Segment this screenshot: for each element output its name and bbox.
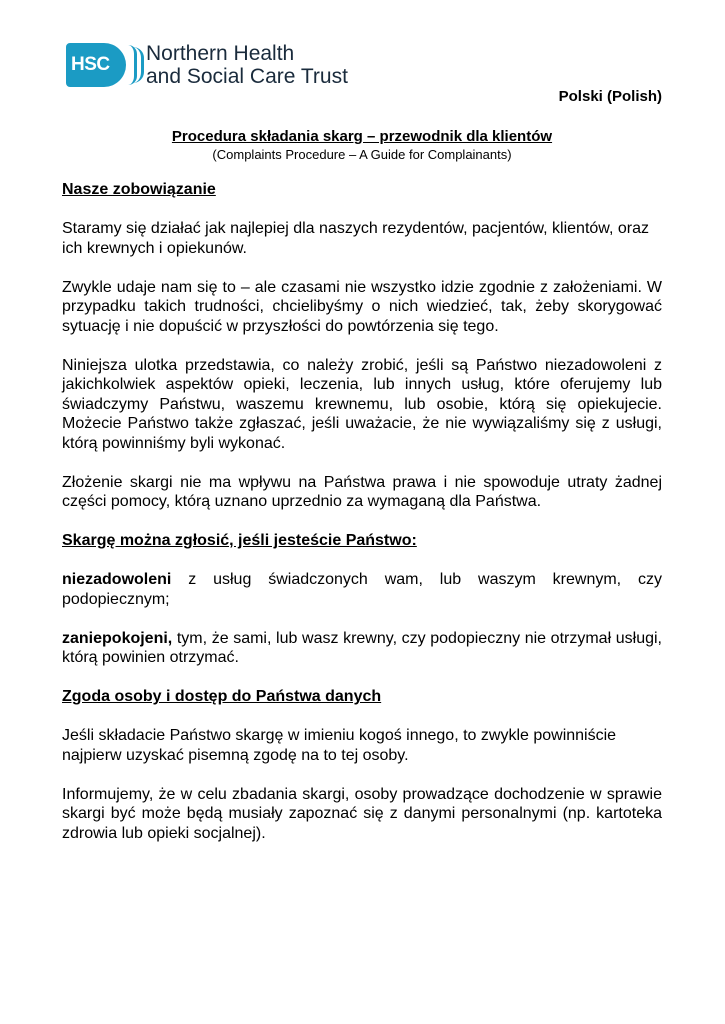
paragraph: Złożenie skargi nie ma wpływu na Państwa prawa i nie spowoduje utraty żadnej części pomocy, którą uznano uprzednio za wymaganą dla Państwa. xyxy=(62,473,662,510)
paragraph: Niniejsza ulotka przedstawia, co należy zrobić, jeśli są Państwo niezadowoleni z jakichkolwiek aspektów opieki, leczenia, lub innych usług, które oferujemy lub świadczymy Państwu, waszemu krewnemu, lub osobie, którą się opiekujecie. Możecie Państwo także zgłaszać, jeśli uważacie, że nie wywiązaliśmy się z usługi, którą powinniśmy byli wykonać. xyxy=(62,356,662,452)
document-subtitle: (Complaints Procedure – A Guide for Complainants) xyxy=(212,147,512,162)
paragraph: Informujemy, że w celu zbadania skargi, osoby prowadzące dochodzenie w sprawie skargi być może będą musiały zapoznać się z danymi personalnymi (np. kartoteka zdrowia lub opieki socjalnej). xyxy=(62,785,662,842)
paragraph: Jeśli składacie Państwo skargę w imieniu kogoś innego, to zwykle powinniście najpierw uzyskać pisemną zgodę na to tej osoby. xyxy=(62,727,617,764)
document-title: Procedura składania skarg – przewodnik dla klientów xyxy=(171,128,553,145)
trust-name-line2: and Social Care Trust xyxy=(146,65,348,88)
paragraph-concerned xyxy=(62,629,662,668)
term-dissatisfied-text: z usług świadczonych wam, lub waszym krewnym, czy podopiecznym; xyxy=(62,571,662,608)
paragraph: Staramy się działać jak najlepiej dla naszych rezydentów, pacjentów, klientów, oraz ich krewnych i opiekunów. xyxy=(62,220,649,257)
term-concerned-text: tym, że sami, lub wasz krewny, czy podopieczny nie otrzymał usługi, którą powinien otrzymać. xyxy=(62,629,662,666)
hsc-logo-text: HSC xyxy=(71,54,110,75)
document-body xyxy=(62,180,662,863)
term-concerned: zaniepokojeni, xyxy=(62,629,173,647)
trust-name-line1: Northern Health xyxy=(146,42,295,65)
hsc-logo-badge xyxy=(66,43,126,87)
language-label: Polski (Polish) xyxy=(558,88,662,105)
term-dissatisfied: niezadowoleni xyxy=(62,571,172,588)
section-heading-consent: Zgoda osoby i dostęp do Państwa danych xyxy=(62,688,382,705)
trust-logo xyxy=(66,42,348,88)
logo-arc-icon xyxy=(133,47,144,83)
paragraph-dissatisfied xyxy=(62,570,662,609)
section-heading-who-can-complain: Skargę można zgłosić, jeśli jesteście Państwo: xyxy=(62,532,417,549)
trust-name xyxy=(146,42,348,88)
paragraph: Zwykle udaje nam się to – ale czasami nie wszystko idzie zgodnie z założeniami. W przypadku takich trudności, chcielibyśmy o nich wiedzieć, tak, żeby skorygować sytuację i nie dopuścić w przyszłości do powtórzenia się tego. xyxy=(62,278,662,335)
section-heading-commitment: Nasze zobowiązanie xyxy=(62,181,216,198)
